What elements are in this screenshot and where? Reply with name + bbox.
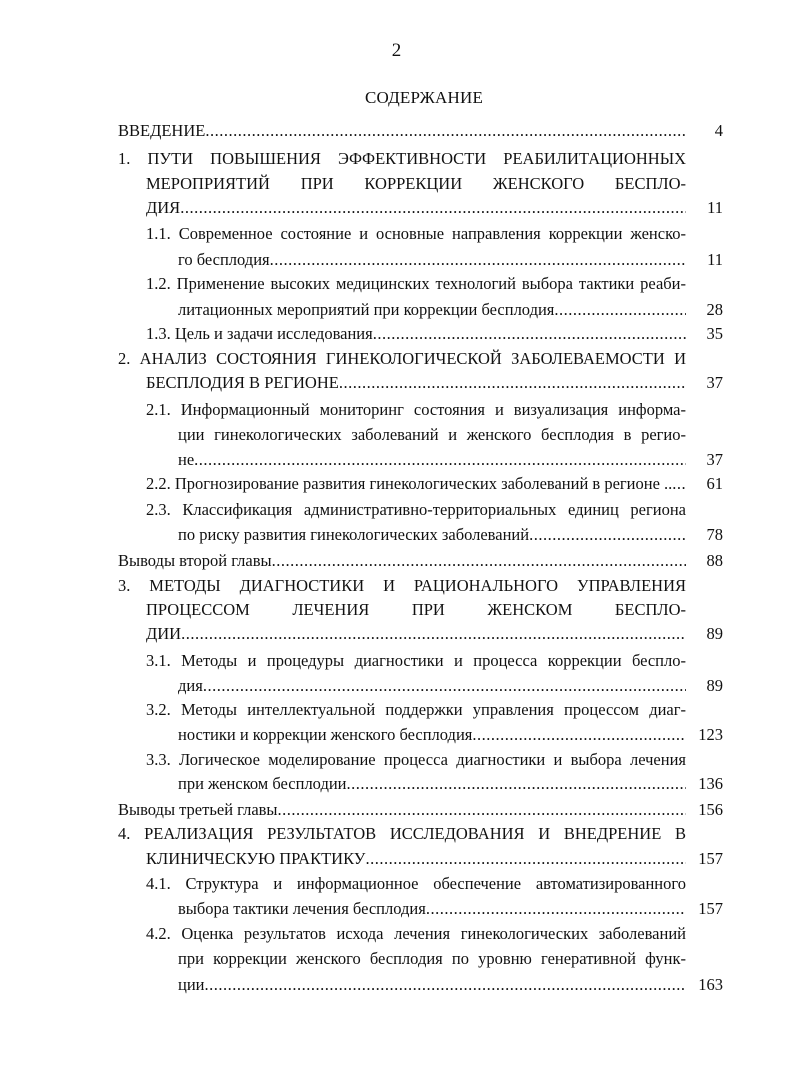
toc-entry-text: 3.2. Методы интеллектуальной поддержки управления процессом диаг- <box>146 700 686 719</box>
toc-entry-line <box>118 121 686 141</box>
toc-entry-line <box>178 300 686 320</box>
toc-entry-line <box>146 324 686 344</box>
toc-entry-text: ностики и коррекции женского бесплодия <box>178 725 473 744</box>
toc-entry-text: ДИЯ <box>146 198 181 217</box>
toc-entry-text: ции гинекологических заболеваний и женского бесплодия в регио- <box>178 425 686 444</box>
toc-entry-text: 4.2. Оценка результатов исхода лечения гинекологических заболеваний <box>146 924 686 943</box>
dot-leader <box>472 725 686 745</box>
dot-leader <box>270 250 686 270</box>
toc-entry-text: 4. РЕАЛИЗАЦИЯ РЕЗУЛЬТАТОВ ИССЛЕДОВАНИЯ И ВНЕДРЕНИЕ В <box>118 824 686 843</box>
dot-leader <box>278 800 686 820</box>
toc-entry-text: литационных мероприятий при коррекции бесплодия <box>178 300 555 319</box>
toc-entry-text: 1.2. Применение высоких медицинских технологий выбора тактики реаби- <box>146 274 686 293</box>
toc-page-number: 89 <box>706 624 723 643</box>
toc-entry-text: ВВЕДЕНИЕ <box>118 121 206 140</box>
toc-page-number: 35 <box>706 324 723 343</box>
toc-entry-text: выбора тактики лечения бесплодия <box>178 899 426 918</box>
dot-leader <box>272 551 686 571</box>
toc-entry-text: 2.3. Классификация административно-территориальных единиц региона <box>146 500 686 519</box>
toc-entry-text: Выводы второй главы <box>118 551 272 570</box>
dot-leader <box>205 121 686 141</box>
toc-entry-line <box>178 725 686 745</box>
dot-leader <box>339 373 686 393</box>
toc-entry-line <box>146 624 686 644</box>
toc-entry-text: ПРОЦЕССОМ ЛЕЧЕНИЯ ПРИ ЖЕНСКОМ БЕСПЛО- <box>146 600 686 619</box>
toc-page-number: 136 <box>698 774 723 793</box>
toc-entry-text: КЛИНИЧЕСКУЮ ПРАКТИКУ <box>146 849 366 868</box>
dot-leader <box>205 975 687 995</box>
toc-entry-line <box>146 373 686 393</box>
toc-page-number: 157 <box>698 899 723 918</box>
toc-entry-text: БЕСПЛОДИЯ В РЕГИОНЕ <box>146 373 339 392</box>
toc-entry-text: 2.1. Информационный мониторинг состояния и визуализация информа- <box>146 400 686 419</box>
toc-entry-text: не <box>178 450 195 469</box>
toc-page-number: 78 <box>706 525 723 544</box>
toc-entry-text: 2. АНАЛИЗ СОСТОЯНИЯ ГИНЕКОЛОГИЧЕСКОЙ ЗАБОЛЕВАЕМОСТИ И <box>118 349 686 368</box>
page-title: СОДЕРЖАНИЕ <box>364 88 484 107</box>
dot-leader <box>180 198 686 218</box>
toc-entry-line <box>146 474 686 494</box>
toc-entry-line <box>178 450 686 470</box>
toc-entry-line <box>146 198 686 218</box>
toc-entry-line <box>118 800 686 820</box>
toc-page-number: 89 <box>706 676 723 695</box>
toc-entry-text: 2.2. Прогнозирование развития гинекологических заболеваний в регионе .. <box>146 474 673 493</box>
toc-entry-line <box>178 676 686 696</box>
dot-leader <box>203 676 686 696</box>
toc-page-number: 37 <box>706 450 723 469</box>
toc-entry-text: Выводы третьей главы <box>118 800 278 819</box>
toc-entry-line <box>178 899 686 919</box>
toc-entry-text: 4.1. Структура и информационное обеспечение автоматизированного <box>146 874 686 893</box>
toc-entry-text: дия <box>178 676 203 695</box>
toc-page-number: 88 <box>706 551 723 570</box>
toc-entry-text: 3.1. Методы и процедуры диагностики и процесса коррекции бесплo- <box>146 651 686 670</box>
toc-entry-line <box>178 975 686 995</box>
toc-entry-text: 3. МЕТОДЫ ДИАГНОСТИКИ И РАЦИОНАЛЬНОГО УПРАВЛЕНИЯ <box>118 576 686 595</box>
toc-entry-line <box>178 774 686 794</box>
dot-leader <box>181 624 686 644</box>
toc-page-number: 123 <box>698 725 723 744</box>
toc-page-number: 11 <box>707 198 723 217</box>
toc-page-number: 157 <box>698 849 723 868</box>
toc-entry-text: 1. ПУТИ ПОВЫШЕНИЯ ЭФФЕКТИВНОСТИ РЕАБИЛИТАЦИОННЫХ <box>118 149 686 168</box>
toc-page-number: 28 <box>706 300 723 319</box>
toc-entry-line <box>118 551 686 571</box>
toc-page-number: 156 <box>698 800 723 819</box>
toc-entry-text: при женском бесплодии <box>178 774 347 793</box>
toc-page-number: 4 <box>714 121 723 140</box>
toc-page-number: 163 <box>698 975 723 994</box>
toc-entry-text: ции <box>178 975 205 994</box>
toc-entry-text: го бесплодия <box>178 250 270 269</box>
dot-leader <box>347 774 686 794</box>
dot-leader <box>365 849 686 869</box>
dot-leader <box>426 899 686 919</box>
toc-page-number: 11 <box>707 250 723 269</box>
toc-entry-text: по риску развития гинекологических заболеваний <box>178 525 530 544</box>
toc-entry-line <box>178 525 686 545</box>
toc-entry-text: 1.3. Цель и задачи исследования <box>146 324 373 343</box>
toc-entry-text: ДИИ <box>146 624 182 643</box>
toc-entry-text: при коррекции женского бесплодия по уровню генеративной функ- <box>178 949 686 968</box>
toc-entry-text: 1.1. Современное состояние и основные направления коррекции женско- <box>146 224 686 243</box>
toc-entry-text: 3.3. Логическое моделирование процесса диагностики и выбора лечения <box>146 750 686 769</box>
toc-page-number: 61 <box>706 474 723 493</box>
toc-entry-line <box>146 849 686 869</box>
page-number: 2 <box>391 40 402 61</box>
dot-leader <box>373 324 686 344</box>
toc-entry-text: МЕРОПРИЯТИЙ ПРИ КОРРЕКЦИИ ЖЕНСКОГО БЕСПЛО- <box>146 174 686 193</box>
toc-entry-line <box>178 250 686 270</box>
toc-page-number: 37 <box>706 373 723 392</box>
dot-leader <box>194 450 686 470</box>
